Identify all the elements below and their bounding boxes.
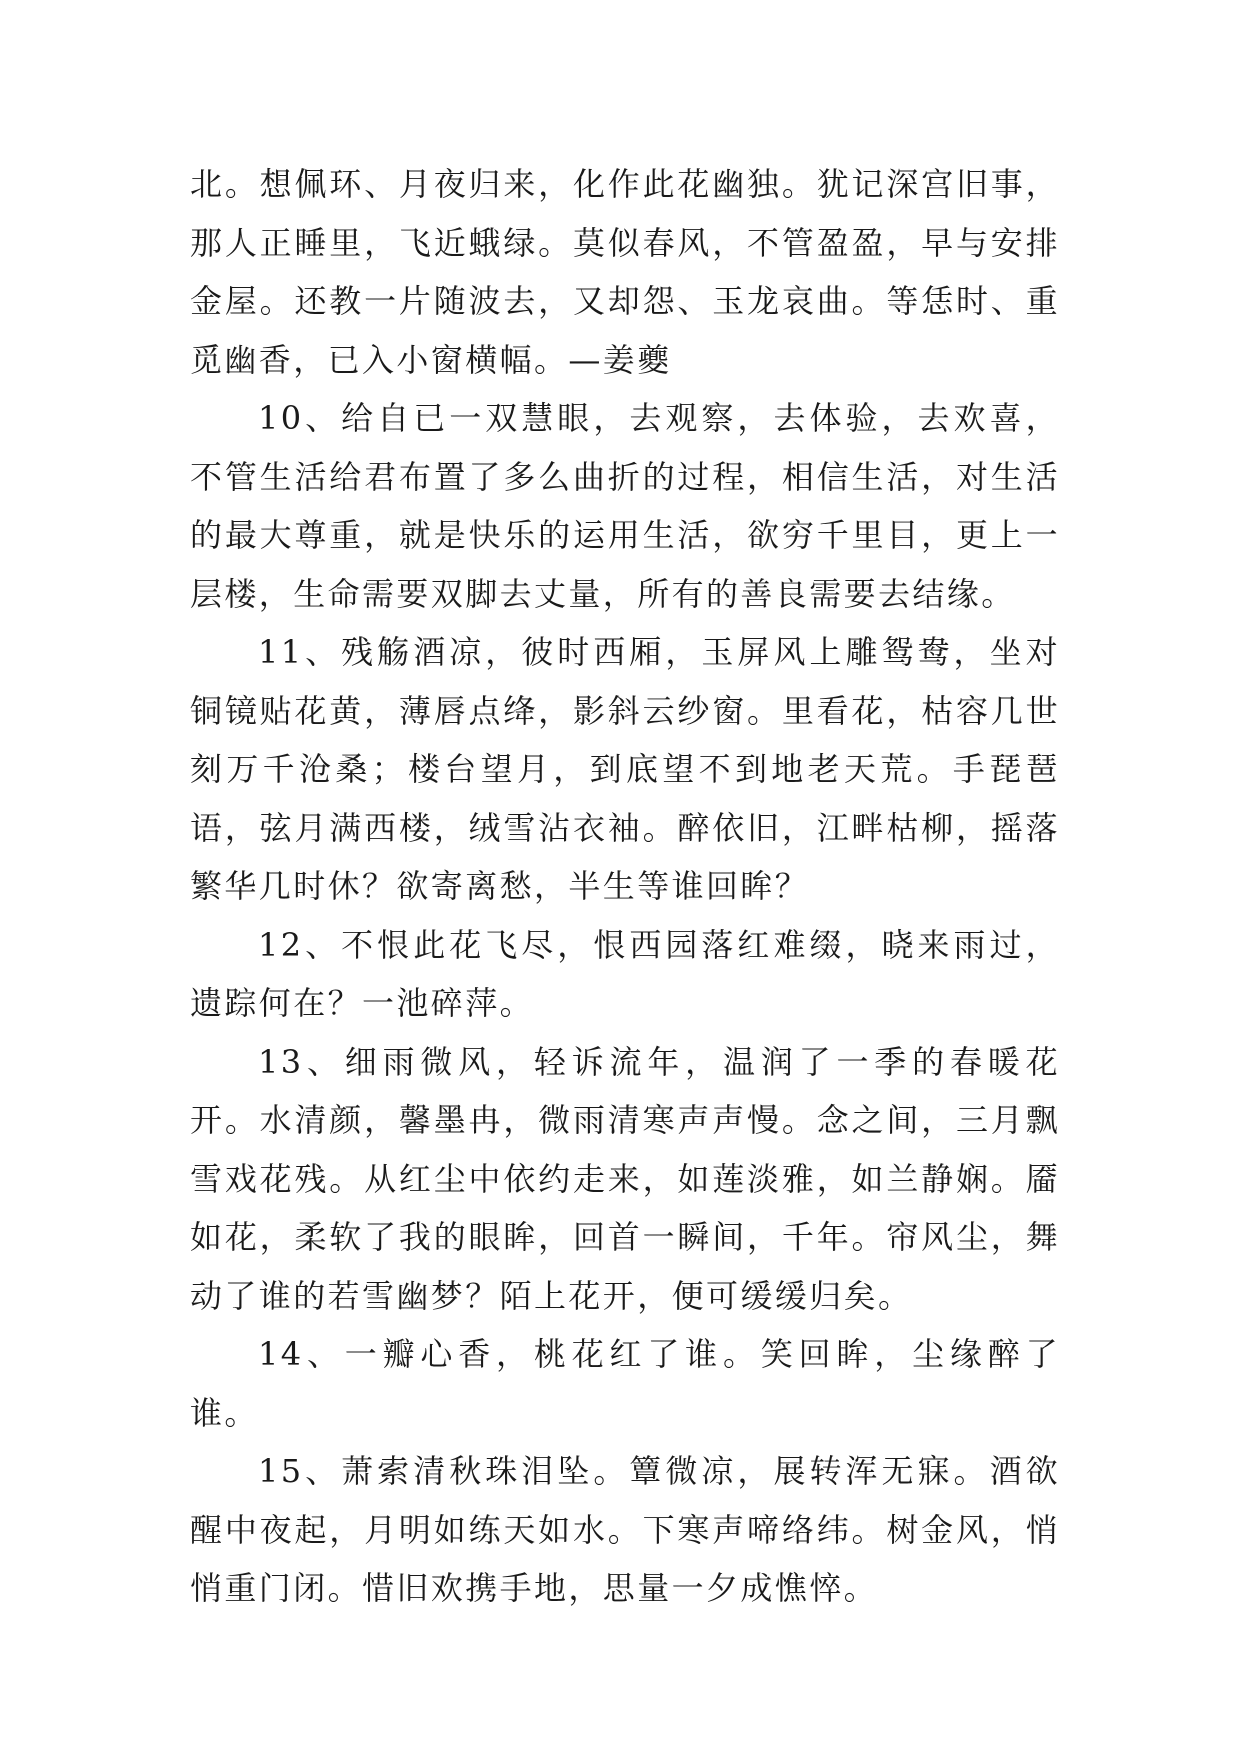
paragraph-10: 10、给自已一双慧眼，去观察，去体验，去欢喜，不管生活给君布置了多么曲折的过程，相信生活，对生活的最大尊重，就是快乐的运用生活，欲穷千里目，更上一层楼，生命需要双脚去丈量，所有的善良需要去结缘。	[190, 399, 1060, 613]
paragraph-14: 14、一瓣心香，桃花红了谁。笑回眸，尘缘醉了谁。	[190, 1335, 1060, 1432]
paragraph-15: 15、萧索清秋珠泪坠。簟微凉，展转浑无寐。酒欲醒中夜起，月明如练天如水。下寒声啼络纬。树金风，悄悄重门闭。惜旧欢携手地，思量一夕成憔悴。	[190, 1452, 1060, 1607]
paragraph-11: 11、残觞酒凉，彼时西厢，玉屏风上雕鸳鸯，坐对铜镜贴花黄，薄唇点绛，影斜云纱窗。里看花，枯容几世刻万千沧桑；楼台望月，到底望不到地老天荒。手琵琶语，弦月满西楼，绒雪沾衣袖。醉依旧，江畔枯柳，摇落繁华几时休？欲寄离愁，半生等谁回眸？	[190, 633, 1060, 905]
paragraph-13: 13、细雨微风，轻诉流年，温润了一季的春暖花开。水清颜，馨墨冉，微雨清寒声声慢。念之间，三月飘雪戏花残。从红尘中依约走来，如莲淡雅，如兰静娴。靥如花，柔软了我的眼眸，回首一瞬间，千年。帘风尘，舞动了谁的若雪幽梦？陌上花开，便可缓缓归矣。	[190, 1042, 1060, 1315]
document-page	[190, 155, 1060, 1618]
paragraph-continuation: 北。想佩环、月夜归来，化作此花幽独。犹记深宫旧事，那人正睡里，飞近蛾绿。莫似春风，不管盈盈，早与安排金屋。还教一片随波去，又却怨、玉龙哀曲。等恁时、重觅幽香，已入小窗横幅。—姜夔	[190, 165, 1060, 379]
paragraph-12: 12、不恨此花飞尽，恨西园落红难缀，晓来雨过，遗踪何在？一池碎萍。	[190, 925, 1060, 1022]
